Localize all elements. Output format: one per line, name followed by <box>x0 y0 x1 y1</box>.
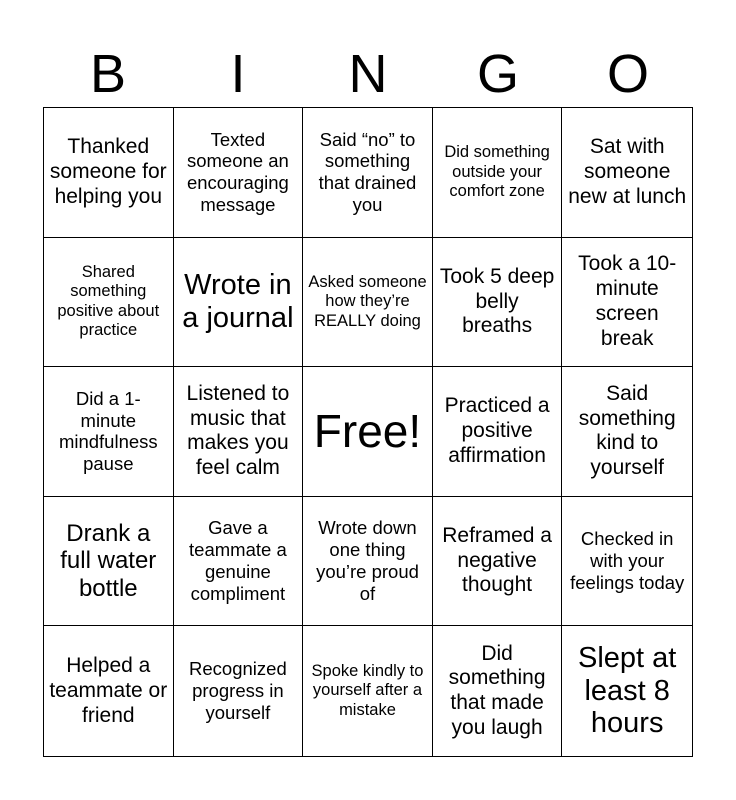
bingo-cell[interactable]: Drank a full water bottle <box>44 497 174 627</box>
bingo-cell[interactable]: Practiced a positive affirmation <box>433 367 563 497</box>
bingo-cell[interactable]: Reframed a negative thought <box>433 497 563 627</box>
bingo-cell[interactable]: Did something that made you laugh <box>433 626 563 756</box>
bingo-header <box>43 44 693 104</box>
bingo-board <box>43 107 693 757</box>
bingo-cell[interactable]: Did a 1-minute mindfulness pause <box>44 367 174 497</box>
header-letter-b: B <box>89 44 127 104</box>
bingo-cell[interactable]: Shared something positive about practice <box>44 238 174 368</box>
bingo-cell[interactable]: Thanked someone for helping you <box>44 108 174 238</box>
bingo-cell[interactable]: Spoke kindly to yourself after a mistake <box>303 626 433 756</box>
bingo-cell[interactable]: Asked someone how they’re REALLY doing <box>303 238 433 368</box>
bingo-cell[interactable]: Recognized progress in yourself <box>174 626 304 756</box>
header-letter-o: O <box>606 44 649 104</box>
bingo-cell[interactable]: Took 5 deep belly breaths <box>433 238 563 368</box>
bingo-cell[interactable]: Listened to music that makes you feel calm <box>174 367 304 497</box>
header-letter-n: N <box>348 44 388 104</box>
bingo-cell[interactable]: Gave a teammate a genuine compliment <box>174 497 304 627</box>
bingo-cell[interactable]: Helped a teammate or friend <box>44 626 174 756</box>
header-letter-i: I <box>230 44 246 104</box>
bingo-cell[interactable]: Checked in with your feelings today <box>562 497 692 627</box>
bingo-cell[interactable]: Took a 10-minute screen break <box>562 238 692 368</box>
bingo-cell[interactable]: Texted someone an encouraging message <box>174 108 304 238</box>
bingo-cell[interactable]: Wrote in a journal <box>174 238 304 368</box>
header-letter-g: G <box>476 44 519 104</box>
bingo-cell[interactable]: Sat with someone new at lunch <box>562 108 692 238</box>
free-space-cell[interactable]: Free! <box>303 367 433 497</box>
bingo-cell[interactable]: Said “no” to something that drained you <box>303 108 433 238</box>
bingo-cell[interactable]: Slept at least 8 hours <box>578 642 677 740</box>
bingo-cell[interactable]: Wrote down one thing you’re proud of <box>303 497 433 627</box>
bingo-cell[interactable]: Did something outside your comfort zone <box>433 108 563 238</box>
bingo-cell[interactable]: Said something kind to yourself <box>562 367 692 497</box>
